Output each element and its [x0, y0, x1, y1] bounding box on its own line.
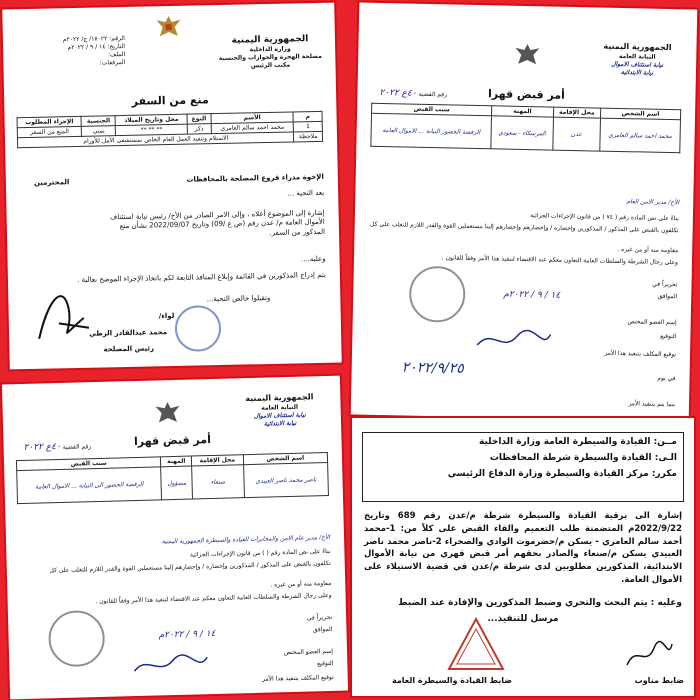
prosecution-branch: نيابة استئناف الاموال: [611, 60, 664, 69]
legal-basis: بناءً على نص المادة رقم ( ) من قانون الإجراءات الجزائية: [189, 547, 331, 559]
cc-line: [369, 469, 677, 479]
ref-number: الرقم: ١٧٠٢٢/ ج/ ٢٠٢٢م: [62, 34, 125, 44]
cc-value: مركز القيادة والسيطرة وزارة الدفاع الرئيسي: [447, 469, 649, 479]
cell-name: محمد احمد سالم العامري: [211, 122, 294, 134]
acting-label: الموافق: [312, 625, 333, 634]
ref-date: التاريخ: ١٤ / ٩ / ٢٠٢٢م: [67, 43, 126, 52]
body-text-2: وعليه....: [300, 254, 326, 264]
sign-label: التوقيع: [660, 332, 677, 341]
routing-box: [362, 432, 684, 502]
prosecution-stamp-icon: [409, 266, 466, 323]
signer-name: محمد عبدالقادر الرطي: [88, 328, 168, 338]
signature-icon: [472, 325, 553, 357]
cell-person: ناصر محمد ناصر العبيدي: [243, 462, 328, 497]
cell-residence: صنعاء: [192, 465, 245, 499]
document-title: أمر قبض قهرا: [487, 87, 566, 102]
acting-label: الموافق: [657, 292, 678, 301]
order-text-3: وعلى رجال الشرطة والسلطات العامة التعاون معكم عند الاقتضاء لتنفيذ هذا الأمر وفقاً للقانون .: [95, 591, 332, 606]
col-nationality: الجنسية: [81, 116, 115, 127]
document-title: أمر قبض قهرا: [133, 433, 212, 449]
execution-note: مما يتم بتنفيذ الأمر: [628, 400, 676, 409]
addressee: الإخوة مدراء فروع المصلحة بالمحافظات: [186, 172, 324, 184]
execution-date: ٢٠٢٢/٩/٢٥: [401, 359, 464, 377]
cell-index: 1: [294, 121, 323, 132]
case-number: [23, 440, 91, 454]
from-value: القيادة والسيطرة العامة وزارة الداخلية: [479, 437, 651, 447]
order-text-2: مقاومة منه أو من غيره .: [270, 579, 332, 589]
col-action: الإجراء المطلوب: [17, 116, 81, 127]
country-name: الجمهورية اليمنية: [603, 41, 672, 53]
col-residence: محل الإقامة: [191, 455, 243, 466]
duty-officer-label: ضابط مناوب: [634, 676, 684, 685]
office-name: مكتب الرئيس: [250, 61, 291, 70]
action-text: وعليه : يتم البحث والتحري وضبط المذكورين والإفادة عند الضبط: [398, 598, 682, 608]
prosecution-name: النيابة العامة: [618, 52, 656, 61]
cell-reason: الرفضة الحضور الى النيابة ... الاموال العامة: [17, 467, 162, 504]
body-text-3: يتم إدراج المذكورين في القائمة وإبلاغ المنافذ التابعة لكم باتخاذ الإجراء الموضح بعالية .: [77, 270, 326, 285]
country-name: الجمهورية اليمنية: [245, 392, 314, 404]
arrest-table: [370, 103, 681, 153]
col-gender: النوع: [187, 114, 211, 124]
signature-icon: [624, 640, 674, 670]
triangle-stamp-icon: [446, 616, 506, 672]
addressee: الأخ/ مدير الامن العام: [626, 198, 680, 207]
cc-label: مكرر:: [651, 469, 677, 479]
cell-job: المرسكاء - سعودي: [491, 116, 553, 150]
member-label: إسم العضو المختص: [283, 647, 334, 657]
closing-text: وتقبلوا خالص التحية...: [206, 293, 271, 304]
order-text-2: مقاومة منه أو من غيره .: [617, 245, 679, 255]
note-text: الاستلام وتنفيذ العمل العام الخاص بمستشفى الأمل للأورام: [17, 132, 294, 148]
col-residence: محل الإقامة: [553, 107, 601, 118]
from-label: مــن:: [653, 437, 677, 447]
to-value: القيادة والسيطرة شرطة المحافظات: [489, 453, 652, 463]
body-text: إشارة إلى الموضوع أعلاه ، وإلى الامر الصادر من الأخ/ رئيس نيابة استئناف الأموال العامة م/ عدن رقم (ص ع /09) وتاريخ 2022/09/07 بشأن منع المذكور من السفر.: [109, 208, 326, 237]
col-birth: محل وتاريخ الميلاد: [115, 114, 187, 125]
document-title: منع من السفر: [131, 93, 209, 108]
to-line: [369, 453, 677, 463]
col-reason: سبب القبض: [16, 457, 161, 471]
from-line: [369, 437, 677, 447]
col-index: م: [293, 111, 322, 122]
greeting: بعد التحية ...: [287, 188, 325, 198]
department-name: مصلحة الهجرة والجوازات والجنسية: [218, 53, 322, 63]
prosecution-name: النيابة العامة: [261, 403, 299, 412]
note-label: ملاحظة: [294, 131, 323, 142]
order-text: تكلفون بالقبض على المذكور / المذكورين وإحضاره / وإحضارهم إلينا مستعملين القوة والقدر اللازم للتغلب على كل: [49, 559, 331, 575]
table-row: [17, 462, 329, 503]
day-label: في يوم: [657, 374, 676, 383]
order-text: تكلفون بالقبض على المذكور / المذكورين وإحضاره / وإحضارهم وإحضارهم إلينا مستعملين القوة والقدر اللازم للتغلب على كل: [369, 220, 679, 235]
respect-label: المحترمين: [33, 178, 70, 187]
yemen-eagle-emblem-icon: [153, 14, 184, 41]
to-label: الـى:: [654, 453, 677, 463]
cell-reason: الرفضة الحضور النيابة ... الاموال العامة: [371, 113, 492, 149]
sign-label: التوقيع: [316, 659, 334, 668]
col-job: المهنة: [161, 456, 192, 467]
prosecution-sub: نيابة الابتدائية: [620, 68, 654, 77]
col-person: اسم الشخص: [243, 452, 328, 464]
country-name: الجمهورية اليمنية: [231, 34, 309, 46]
circular-body: إشارة الى برقية القيادة والسيطرة شرطة م/عدن رقم 689 وتاريخ 2022/9/22م المتضمنة طلب التعميم والقاء القبض على كلاً من: 1-محمد أحمد سالم العامري - يسكن م/حضرموت الوادي والصحراء 2-ناصر محمد ناصر العبيدي يسكن م/صنعاء والصادر بحقهم أمر قبض قهري من نيابة الأموال الابتدائية، المذكورين مطلوبين لدى شرطة م/عدن في قضية الاستيلاء على الأموال العامة.: [364, 511, 682, 585]
prosecution-branch: نيابة استئناف الاموال: [253, 411, 306, 420]
arrest-order-1: [351, 3, 698, 422]
cell-nationality: يمني: [82, 126, 116, 137]
date-label: تحريراً في: [306, 613, 333, 622]
person-table: [17, 111, 324, 148]
col-job: المهنة: [492, 106, 554, 117]
arrest-order-2: [2, 376, 348, 700]
cell-job: مسؤول: [161, 466, 192, 500]
cell-residence: عدن: [552, 117, 600, 151]
order-text-3: وعلى رجال الشرطة والسلطات العامة التعاون معكم عند الاقتضاء لتنفيذ هذا الأمر وفقاً للقانون .: [441, 254, 679, 267]
official-stamp-icon: [175, 305, 222, 352]
prosecution-sub: نيابة الابتدائية: [263, 419, 297, 428]
travel-ban-document: [2, 3, 341, 370]
ref-file: الملف:: [107, 51, 126, 59]
table-row: [371, 113, 681, 152]
executor-label: توقيع المكلف بتنفيذ هذا الأمر: [604, 349, 677, 359]
signer-rank: لواء/: [158, 311, 175, 321]
command-officer-label: ضابط القيادة والسيطرة العامة: [392, 676, 512, 685]
case-value: ٤٠ع ٢٠٢٢: [23, 441, 61, 453]
col-reason: سبب القبض: [372, 103, 492, 116]
case-label: رقم القضية: [418, 90, 448, 99]
signer-title: رئيس المصلحة: [103, 344, 155, 354]
date-value: ١٤ / ٩ / ٢٠٢٢م: [503, 289, 561, 301]
sent-text: مرسل للتنفيذ...: [487, 614, 559, 624]
ref-attachments: المرفقات:: [99, 59, 126, 67]
col-person: اسم الشخص: [600, 108, 680, 120]
signature-icon: [28, 278, 99, 349]
yemen-eagle-emblem-icon: [512, 42, 543, 69]
legal-basis: بناءً على نص المادة رقم ( ٧٤ ) من قانون الإجراءات الجزائية: [530, 212, 679, 223]
date-label: تحريراً في: [652, 280, 678, 289]
member-label: إسم العضو المختص: [627, 318, 677, 327]
cell-person: محمد احمد سالم العامري: [600, 118, 681, 153]
yemen-eagle-emblem-icon: [152, 400, 183, 427]
ministry-name: وزارة الداخلية: [249, 45, 291, 54]
signature-icon: [129, 651, 210, 679]
prosecution-stamp-icon: [48, 610, 105, 667]
header-right: [234, 392, 325, 429]
cell-gender: ذكر: [187, 124, 211, 134]
cell-action: المنع من السفر: [17, 126, 81, 137]
header-right: [592, 41, 683, 78]
header-left: [15, 35, 126, 70]
case-value: ٤٠ع ٢٠٢٢: [379, 87, 417, 99]
col-name: الأسم: [211, 112, 294, 124]
police-circular: [352, 418, 694, 696]
addressee: الأخ/ مدير عام الامن والمخابرات القيادة والسيطرة الجمهورية اليمنية: [161, 533, 331, 546]
arrest-table: [16, 452, 329, 504]
header-right: [215, 33, 326, 72]
date-value: ١٤ / ٩ / ٢٠٢٢م: [158, 628, 216, 641]
case-number: [379, 87, 447, 101]
case-label: رقم القضية: [62, 443, 92, 451]
executor-label: توقيع المكلف بتنفيذ هذا الأمر: [262, 673, 334, 683]
cell-birth: ** ** **: [116, 124, 188, 135]
